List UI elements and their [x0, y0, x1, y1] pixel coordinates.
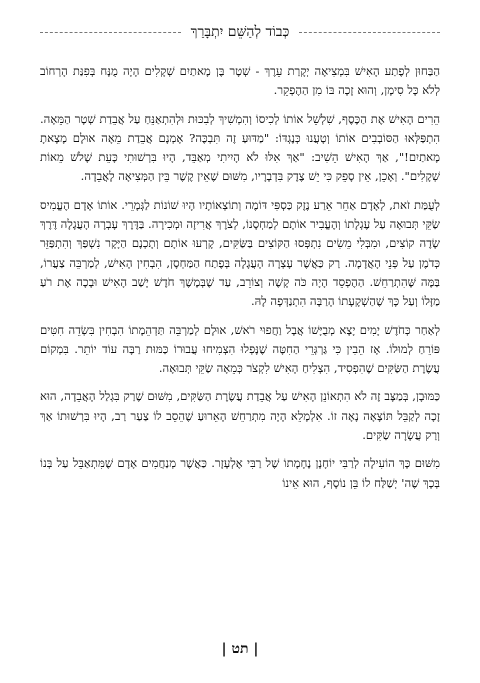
paragraph: הֵרִים הָאִישׁ אֶת הַכֶּסֶף, שִׁלְשֵׁל אוֹתוֹ לְכִיסוֹ וְהִמְשִׁיךְ לְבִכּוּת וּלְהִתְאַנֵּחַ עַל אֲבֵדַת שְׁטָר הַמֵּאָה. הִתְפַּלְּאוּ הַסּוֹבְבִים אוֹתוֹ וְטָעֲנוּ כְּנֶגְדּוֹ: "מַדּוּעַ זֶה תִּבְכֶּה? אָמְנָם אֲבֵדַת מֵאָה אוּלָם מָצָאתָ מָאתַיִם!", אַךְ הָאִישׁ הֵשִׁיב: "אַךְ אִלּוּ לֹא הָיִיתִי מְאַבֵּד, הָיוּ בִּרְשׁוּתִי כָּעֵת שָׁלֹשׁ מֵאוֹת שְׁקָלִים". וְאָכֵן, אֵין סָפֵק כִּי יֵשׁ צֶדֶק בִּדְבָרָיו, מִשּׁוּם שֶׁאֵין קֶשֶׁר בֵּין הַמְּצִיאָה לָאֲבֵדָה.	[40, 111, 440, 184]
paragraph: לְאַחַר כְּחֹדֶשׁ יָמִים יָצָא מְבֻיָּשׁוֹ אֲבָל וַחֲפוּי רֹאשׁ, אוּלָם לְמַרְבֵּה תַּדְהֵמָתוֹ הִבְחִין בִּשְׂדֵה חִטִּים פּוֹרֵחַ לְמוּלוֹ. אָז הֵבִין כִּי גַּרְגְּרֵי הַחִטָּה שֶׁנָּפְלוּ הִצְמִיחוּ עֲבוּרוֹ כַּמּוּת רַבָּה עוֹד יוֹתֵר. בִּמְקוֹם עֲשֶׂרֶת הַשַּׂקִּים שֶׁהִפְסִיד, הִצְלִיחַ הָאִישׁ לִקְצֹר כְּמֵאָה שַׂקֵּי תְּבוּאָה.	[40, 322, 440, 376]
running-head-title: כְּבוֹד לְהַשֵּׁם יִתְבָּרַךְ	[190, 23, 290, 40]
head-rule-right	[299, 32, 440, 33]
paragraph: כַּמּוּבָן, בְּמַצָּב זֶה לֹא הִתְאוֹנֵן הָאִישׁ עַל אֲבֵדַת עֲשֶׂרֶת הַשַּׂקִּים, מִשּׁוּם שֶׁרַק בִּגְלַל הָאֲבֵדָה, הוּא זָכָה לְקַבֵּל תּוֹצָאָה נָאָה זוֹ. אִלְמָלֵא הָיָה מִתְרַחֵשׁ הָאֵרוּעַ שֶׁהֵסֵב לוֹ צַעַר רַב, הָיוּ בִּרְשׁוּתוֹ אַךְ וְרַק עֲשָׂרָה שַׂקִּים.	[40, 389, 440, 443]
paragraph: לְעֻמַּת זֹאת, לְאָדָם אַחֵר אֵרַע נֶזֶק כַּסְפִּי דּוֹמֶה וְתוֹצְאוֹתָיו הָיוּ שׁוֹנוֹת לַגְּמָרֵי. אוֹתוֹ אָדָם הֶעֱמִיס שַׂקֵּי תְּבוּאָה עַל עֶגְלָתוֹ וְהֶעֱבִיר אוֹתָם לְמַחְסָנוֹ, לְצֹרֶךְ אֲרִיזָה וּמְכִירָה. בַּדֶּרֶךְ עָבְרָה הָעֲגָלָה דֶּרֶךְ שָׂדֶה קוֹצִים, וּמִבְּלִי מֵשִׂים נִתְפְּסוּ הַקּוֹצִים בַּשַּׂקִּים, קָרְעוּ אוֹתָם וְתָכְנָם הַיָּקָר נִשְׁפַּךְ וְהִתְפַּזֵּר כְּדֹמֶן עַל פְּנֵי הָאֲדָמָה. רַק כַּאֲשֶׁר עָצְרָה הָעֲגָלָה בְּפֶתַח הַמַּחְסָן, הִבְחִין הָאִישׁ, לְמַרְבֵּה צַעֲרוֹ, בַּמֶּה שֶּׁהִתְרַחֵשׁ. הַהֶפְסֵד הָיָה כֹּה קָשֶׁה וְצוֹרֵב, עַד שֶׁבְּמֶשֶׁךְ חֹדֶשׁ יָשַׁב הָאִישׁ וּבָכָה אֶת רֹעַ מַזָּלוֹ וְעַל כָּךְ שֶׁהַשְׁקָעָתוֹ הָרַבָּה הִתְנַדְּפָה לָהּ.	[40, 197, 440, 309]
page-number: | תט |	[221, 641, 259, 657]
head-rule-left	[40, 32, 181, 33]
running-head	[40, 22, 440, 42]
body-text	[40, 62, 440, 502]
paragraph: הַבַּחוּן לְפֶתַע הָאִישׁ בִּמְצִיאָה יְקָרַת עֵרֶךְ - שְׁטָר בֶּן מָאתַיִם שְׁקָלִים הָיָה מֻנָּח בְּפִנַּת הָרְחוֹב לְלֹא כָּל סִימָן, וְהוּא זָכָה בּוֹ מִן הַהֶפְקֵר.	[40, 64, 440, 98]
paragraph: מִשּׁוּם כָּךְ הוֹעִילָה לְרַבִּי יוֹחָנָן נֶחָמָתוֹ שֶׁל רַבִּי אֶלְעָזָר. כַּאֲשֶׁר מְנַחֲמִים אָדָם שֶׁמִּתְאַבֵּל עַל בְּנוֹ בְּכָךְ שֶׁה' יְשַׁלַּח לוֹ בֵּן נוֹסָף, הוּא אֵינוֹ	[40, 456, 440, 490]
